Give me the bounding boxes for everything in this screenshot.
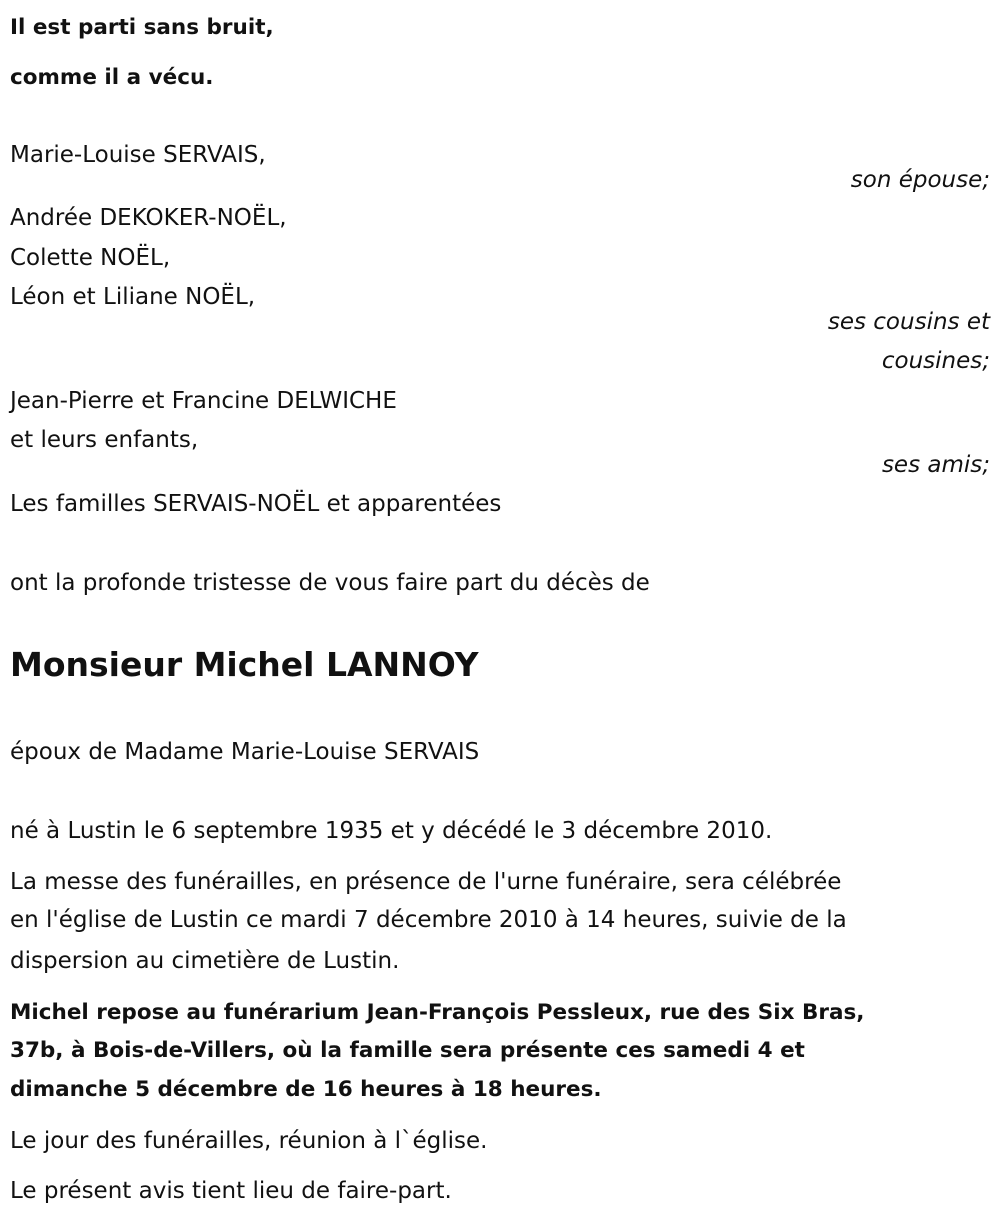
epigraph-line: comme il a vécu. (10, 65, 214, 90)
cousin-name: Colette NOËL, (10, 245, 171, 271)
funeral-line: La messe des funérailles, en présence de l'urne funéraire, sera célébrée (10, 869, 842, 895)
cousin-name: Andrée DEKOKER-NOËL, (10, 205, 287, 231)
families-line: Les familles SERVAIS-NOËL et apparentées (10, 491, 502, 517)
notice-line: Le présent avis tient lieu de faire-part. (10, 1178, 452, 1204)
visitation-line: Michel repose au funérarium Jean-François Pessleux, rue des Six Bras, (10, 1000, 865, 1025)
announcement: ont la profonde tristesse de vous faire part du décès de (10, 570, 650, 596)
visitation-line: dimanche 5 décembre de 16 heures à 18 heures. (10, 1077, 602, 1102)
cousins-role: ses cousins et (827, 309, 990, 335)
cousins-role: cousines; (881, 348, 990, 374)
spouse-name: Marie-Louise SERVAIS, (10, 142, 266, 168)
friends-role: ses amis; (881, 452, 990, 478)
funeral-line: dispersion au cimetière de Lustin. (10, 948, 400, 974)
epigraph-line: Il est parti sans bruit, (10, 15, 274, 40)
funeral-line: en l'église de Lustin ce mardi 7 décembre 2010 à 14 heures, suivie de la (10, 907, 847, 933)
cousin-name: Léon et Liliane NOËL, (10, 284, 256, 310)
visitation-line: 37b, à Bois-de-Villers, où la famille sera présente ces samedi 4 et (10, 1038, 805, 1063)
spouse-line: époux de Madame Marie-Louise SERVAIS (10, 739, 480, 765)
spouse-role: son épouse; (850, 167, 990, 193)
deceased-name: Monsieur Michel LANNOY (10, 645, 479, 684)
birth-death: né à Lustin le 6 septembre 1935 et y décédé le 3 décembre 2010. (10, 818, 773, 844)
friend-name: et leurs enfants, (10, 427, 199, 453)
friend-name: Jean-Pierre et Francine DELWICHE (10, 388, 397, 414)
meeting-line: Le jour des funérailles, réunion à l`église. (10, 1128, 488, 1154)
